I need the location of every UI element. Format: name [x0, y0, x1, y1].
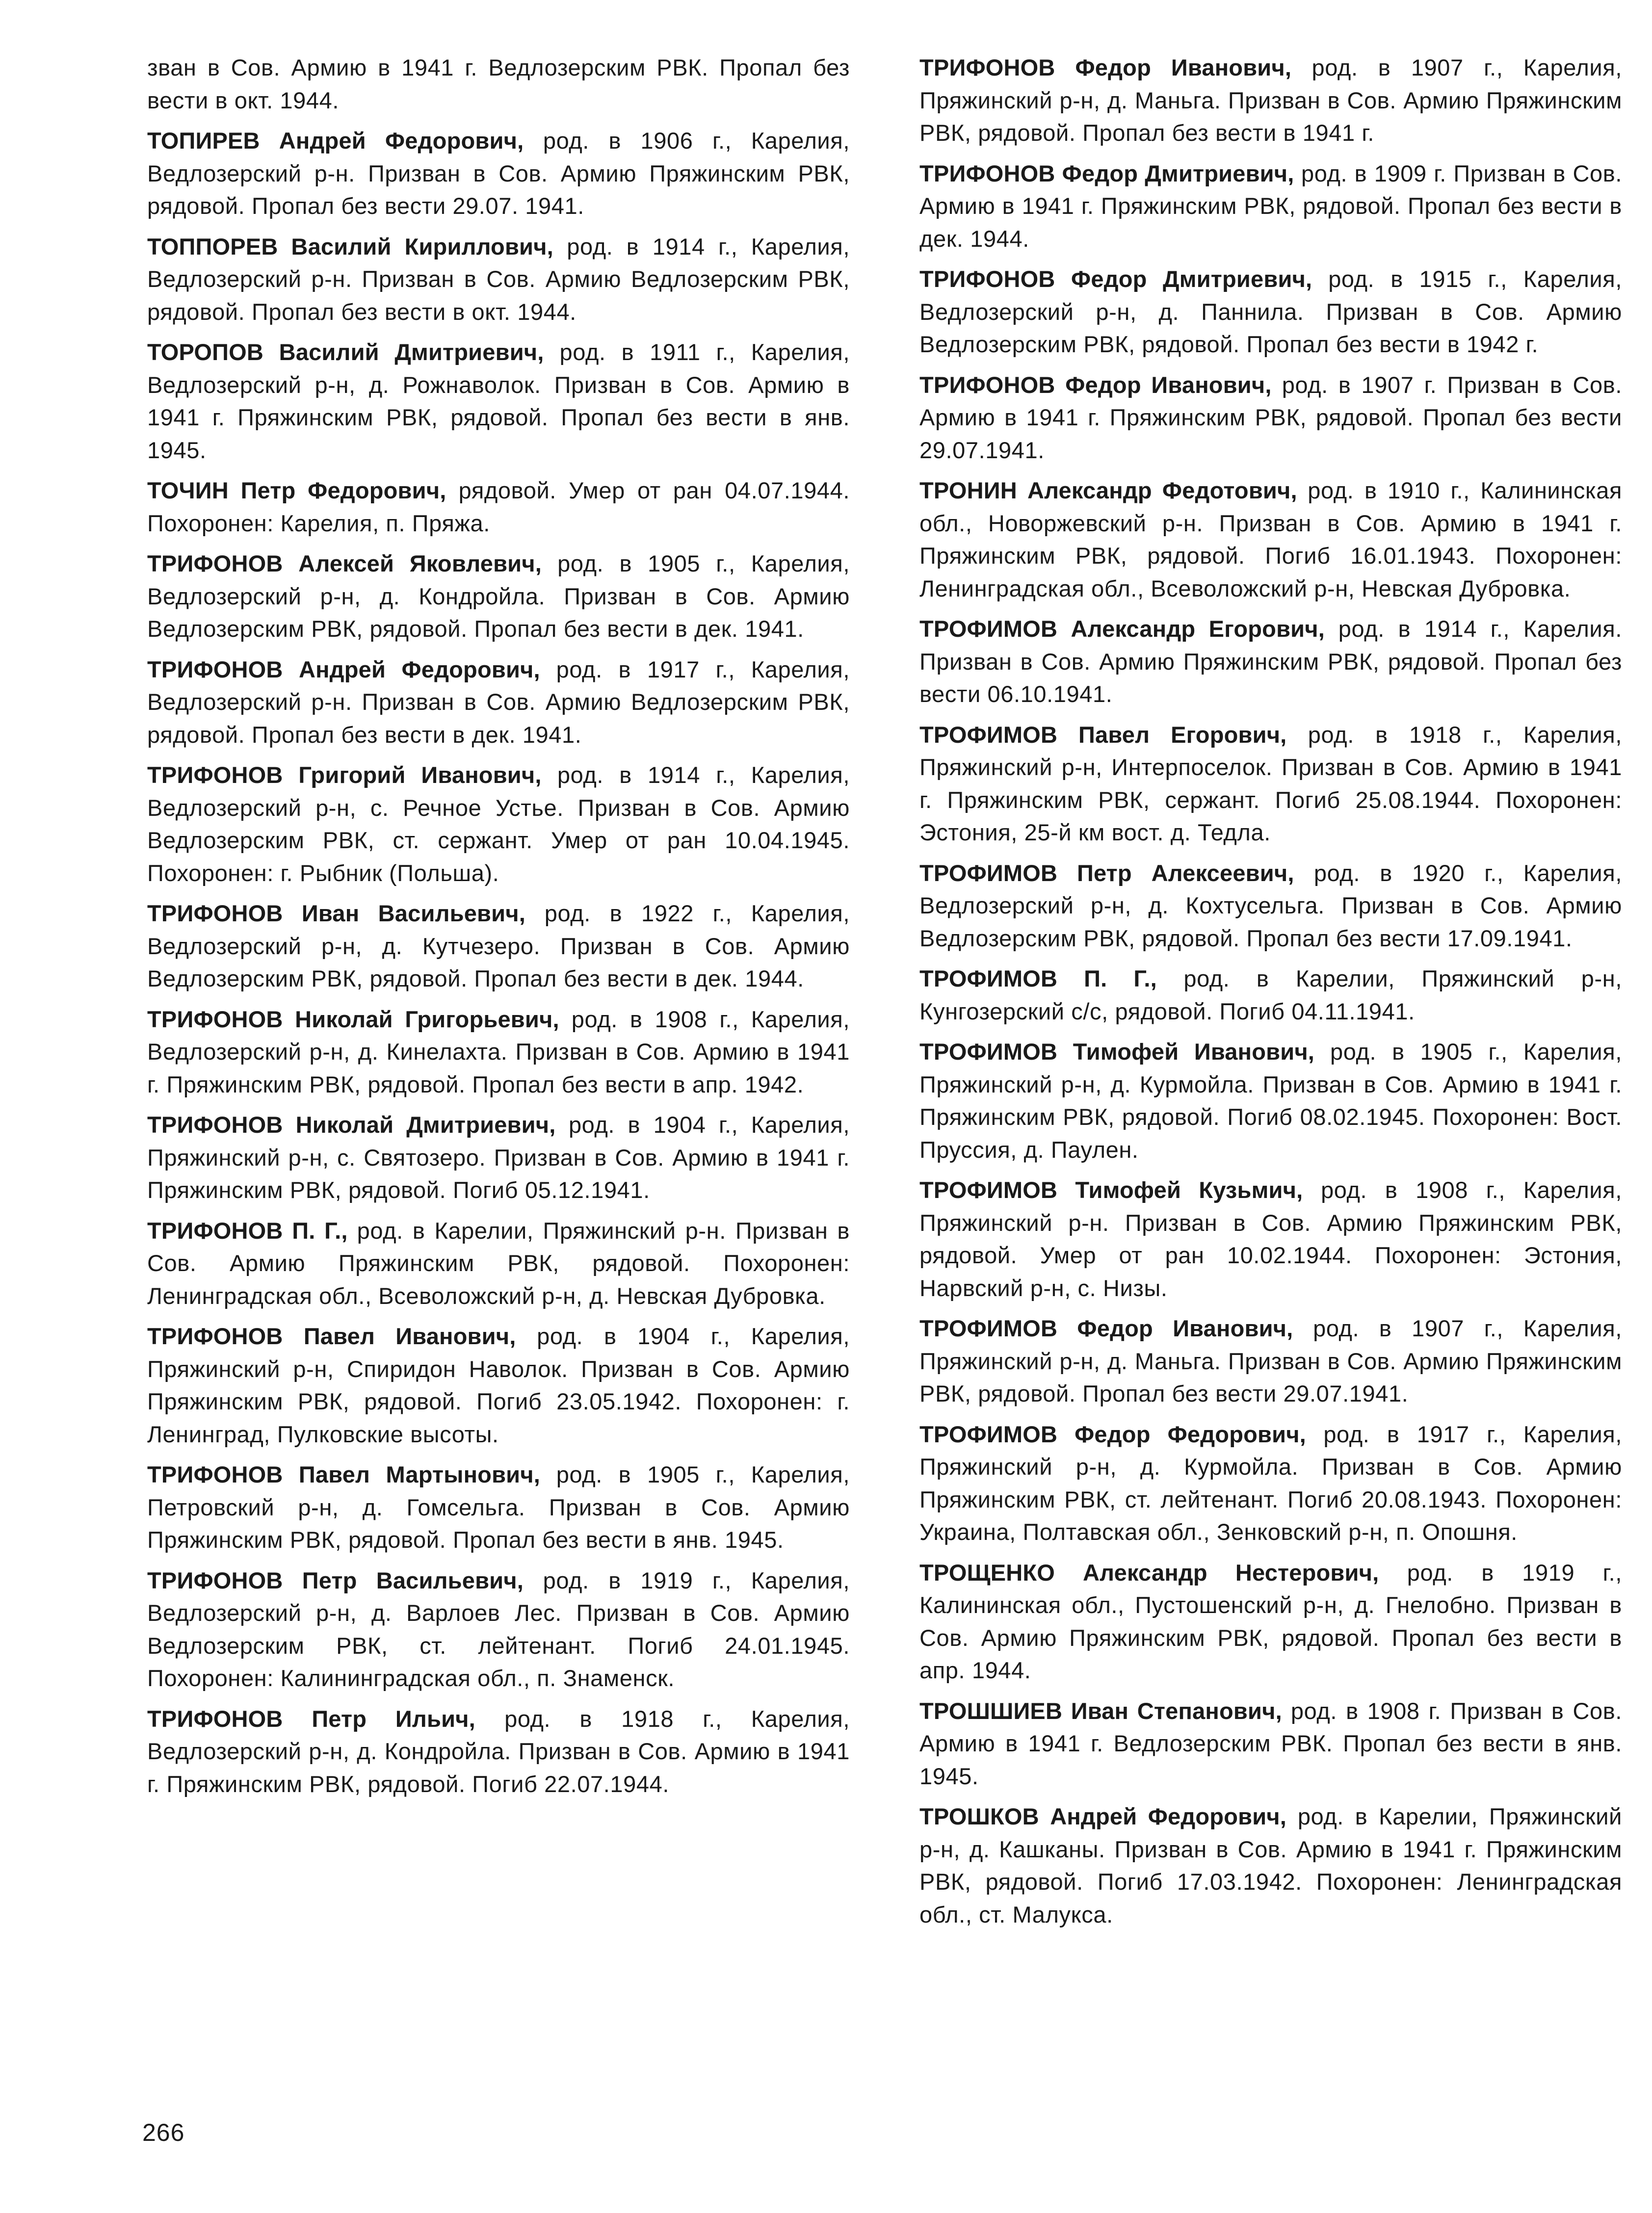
entry-details: род. в 1907 г., Карелия, Пряжинский р-н, д. Маньга. Призван в Сов. Армию Пряжинским РВК, рядовой. Пропал без вести 29.07.1941.: [919, 1315, 1622, 1406]
person-name: ТРИФОНОВ Григорий Иванович,: [147, 762, 542, 788]
biography-entry: [919, 1174, 1622, 1304]
entry-details: род. в 1908 г. Призван в Сов. Армию в 1941 г. Ведлозерским РВК. Пропал без вести в янв. 1945.: [919, 1697, 1622, 1789]
entry-details: род. в 1904 г., Карелия, Пряжинский р-н, с. Святозеро. Призван в Сов. Армию в 1941 г. Пряжинским РВК, рядовой. Погиб 05.12.1941.: [147, 1112, 850, 1203]
biography-entry: [147, 1320, 850, 1451]
biography-entry: [919, 1036, 1622, 1166]
left-column: [147, 52, 850, 1808]
person-name: ТРОШШИЕВ Иван Степанович,: [919, 1697, 1282, 1724]
biography-entry: [919, 474, 1622, 605]
person-name: ТОППОРЕВ Василий Кириллович,: [147, 233, 553, 260]
entry-details: род. в 1905 г., Карелия, Пряжинский р-н, д. Курмойла. Призван в Сов. Армию в 1941 г. Пряжинским РВК, рядовой. Погиб 08.02.1945. Похоронен: Вост. Пруссия, д. Паулен.: [919, 1039, 1622, 1163]
biography-entry: [147, 653, 850, 752]
person-name: ТРИФОНОВ Павел Мартынович,: [147, 1461, 540, 1487]
entry-details: род. в 1905 г., Карелия, Петровский р-н, д. Гомсельга. Призван в Сов. Армию Пряжинским РВК, рядовой. Пропал без вести в янв. 1945.: [147, 1461, 850, 1553]
biography-entry: [147, 474, 850, 540]
biography-entry: [147, 52, 850, 117]
biography-entry: [147, 759, 850, 889]
entry-details: род. в 1907 г. Призван в Сов. Армию в 1941 г. Пряжинским РВК, рядовой. Пропал без вести 29.07.1941.: [919, 371, 1622, 463]
person-name: ТОПИРЕВ Андрей Федорович,: [147, 128, 524, 154]
person-name: ТРОФИМОВ Тимофей Иванович,: [919, 1039, 1315, 1065]
entry-details: род. в 1904 г., Карелия, Пряжинский р-н, Спиридон Наволок. Призван в Сов. Армию Пряжинским РВК, рядовой. Погиб 23.05.1942. Похоронен: г. Ленинград, Пулковские высоты.: [147, 1323, 850, 1447]
biography-entry: [919, 1800, 1622, 1931]
person-name: ТРОФИМОВ Федор Иванович,: [919, 1315, 1293, 1341]
entry-details: род. в Карелии, Пряжинский р-н, д. Кашканы. Призван в Сов. Армию в 1941 г. Пряжинским РВК, рядовой. Погиб 17.03.1942. Похоронен: Ленинградская обл., ст. Малукса.: [919, 1803, 1622, 1927]
biography-entry: [147, 1109, 850, 1207]
biography-entry: [919, 719, 1622, 849]
right-column: [919, 52, 1622, 1939]
biography-entry: [919, 263, 1622, 361]
biography-entry: [147, 547, 850, 646]
person-name: ТРОФИМОВ П. Г.,: [919, 965, 1157, 991]
biography-entry: [919, 963, 1622, 1028]
biography-entry: [147, 1458, 850, 1557]
entry-details: род. в Карелии, Пряжинский р-н. Призван в Сов. Армию Пряжинским РВК, рядовой. Похоронен: Ленинградская обл., Всеволожский р-н, д. Невская Дубровка.: [147, 1217, 850, 1309]
entry-details: род. в 1906 г., Карелия, Ведлозерский р-н. Призван в Сов. Армию Пряжинским РВК, рядовой. Пропал без вести 29.07. 1941.: [147, 128, 850, 219]
person-name: ТРИФОНОВ Николай Григорьевич,: [147, 1006, 559, 1032]
entry-details: род. в 1920 г., Карелия, Ведлозерский р-н, д. Кохтусельга. Призван в Сов. Армию Ведлозерским РВК, рядовой. Пропал без вести 17.09.1941.: [919, 859, 1622, 951]
person-name: ТРИФОНОВ Федор Дмитриевич,: [919, 160, 1294, 186]
entry-details: род. в 1917 г., Карелия, Пряжинский р-н, д. Курмойла. Призван в Сов. Армию Пряжинским РВК, ст. лейтенант. Погиб 20.08.1943. Похоронен: Украина, Полтавская обл., Зенковский р-н, п. Опошня.: [919, 1421, 1623, 1545]
biography-entry: [147, 125, 850, 223]
person-name: ТРОШКОВ Андрей Федорович,: [919, 1803, 1287, 1829]
entry-details: рядовой. Умер от ран 04.07.1944. Похоронен: Карелия, п. Пряжа.: [147, 477, 850, 536]
entry-details: род. в 1905 г., Карелия, Ведлозерский р-н, д. Кондройла. Призван в Сов. Армию Ведлозерским РВК, рядовой. Пропал без вести в дек. 1941.: [147, 550, 850, 642]
person-name: ТРИФОНОВ Павел Иванович,: [147, 1323, 516, 1349]
biography-entry: [147, 1215, 850, 1313]
entry-details: род. в 1918 г., Карелия, Ведлозерский р-н, д. Кондройла. Призван в Сов. Армию в 1941 г. Пряжинским РВК, рядовой. Погиб 22.07.1944.: [147, 1705, 850, 1797]
entry-details: род. в Карелии, Пряжинский р-н, Кунгозерский с/с, рядовой. Погиб 04.11.1941.: [919, 965, 1623, 1024]
entry-details: род. в 1910 г., Калининская обл., Новоржевский р-н. Призван в Сов. Армию в 1941 г. Пряжинским РВК, рядовой. Погиб 16.01.1943. Похоронен: Ленинградская обл., Всеволожский р-н, Невская Дубровка.: [919, 477, 1622, 601]
person-name: ТРОФИМОВ Петр Алексеевич,: [919, 859, 1294, 886]
entry-details: род. в 1915 г., Карелия, Ведлозерский р-н, д. Паннила. Призван в Сов. Армию Ведлозерским РВК, рядовой. Пропал без вести в 1942 г.: [919, 266, 1622, 357]
entry-details: род. в 1917 г., Карелия, Ведлозерский р-н. Призван в Сов. Армию Ведлозерским РВК, рядовой. Пропал без вести в дек. 1941.: [147, 656, 850, 748]
person-name: ТРИФОНОВ Федор Иванович,: [919, 54, 1292, 80]
biography-entry: [147, 1003, 850, 1101]
biography-entry: [919, 857, 1622, 955]
entry-details: род. в 1911 г., Карелия, Ведлозерский р-н, д. Рожнаволок. Призван в Сов. Армию в 1941 г. Пряжинским РВК, рядовой. Пропал без вести в янв. 1945.: [147, 339, 850, 463]
person-name: ТРИФОНОВ Петр Васильевич,: [147, 1567, 524, 1593]
biography-entry: [919, 1557, 1622, 1687]
person-name: ТОРОПОВ Василий Дмитриевич,: [147, 339, 544, 365]
entry-details: род. в 1909 г. Призван в Сов. Армию в 1941 г. Пряжинским РВК, рядовой. Пропал без вести в дек. 1944.: [919, 160, 1622, 252]
person-name: ТРИФОНОВ Иван Васильевич,: [147, 900, 525, 926]
biography-entry: [919, 1418, 1622, 1549]
person-name: ТОЧИН Петр Федорович,: [147, 477, 446, 503]
person-name: ТРИФОНОВ Андрей Федорович,: [147, 656, 540, 682]
person-name: ТРИФОНОВ Федор Иванович,: [919, 371, 1272, 398]
person-name: ТРОНИН Александр Федотович,: [919, 477, 1297, 503]
biography-entry: [147, 1564, 850, 1695]
entry-details: зван в Сов. Армию в 1941 г. Ведлозерским РВК. Пропал без вести в окт. 1944.: [147, 54, 850, 113]
person-name: ТРИФОНОВ Алексей Яковлевич,: [147, 550, 542, 576]
biography-entry: [919, 157, 1622, 256]
entry-details: род. в 1919 г., Карелия, Ведлозерский р-н, д. Варлоев Лес. Призван в Сов. Армию Ведлозерским РВК, ст. лейтенант. Погиб 24.01.1945. Похоронен: Калининградская обл., п. Знаменск.: [147, 1567, 850, 1691]
entry-details: род. в 1914 г., Карелия, Ведлозерский р-н. Призван в Сов. Армию Ведлозерским РВК, рядовой. Пропал без вести в окт. 1944.: [147, 233, 850, 325]
entry-details: род. в 1922 г., Карелия, Ведлозерский р-н, д. Кутчезеро. Призван в Сов. Армию Ведлозерским РВК, рядовой. Пропал без вести в дек. 1944.: [147, 900, 850, 991]
person-name: ТРИФОНОВ Петр Ильич,: [147, 1705, 475, 1732]
entry-details: род. в 1908 г., Карелия, Ведлозерский р-н, д. Кинелахта. Призван в Сов. Армию в 1941 г. Пряжинским РВК, рядовой. Пропал без вести в апр. 1942.: [147, 1006, 850, 1097]
biography-entry: [919, 369, 1622, 467]
biography-entry: [919, 1312, 1622, 1410]
entry-details: род. в 1907 г., Карелия, Пряжинский р-н, д. Маньга. Призван в Сов. Армию Пряжинским РВК, рядовой. Пропал без вести в 1941 г.: [919, 54, 1622, 146]
person-name: ТРОФИМОВ Павел Егорович,: [919, 721, 1287, 748]
biography-entry: [147, 336, 850, 467]
page-number: 266: [142, 2119, 185, 2146]
entry-details: род. в 1919 г., Калининская обл., Пустошенский р-н, д. Гнелобно. Призван в Сов. Армию Пряжинским РВК, рядовой. Пропал без вести в апр. 1944.: [919, 1559, 1623, 1683]
person-name: ТРИФОНОВ Николай Дмитриевич,: [147, 1112, 556, 1138]
biography-entry: [919, 52, 1622, 150]
entry-details: род. в 1914 г., Карелия. Призван в Сов. Армию Пряжинским РВК, рядовой. Пропал без вести 06.10.1941.: [919, 616, 1622, 707]
person-name: ТРИФОНОВ П. Г.,: [147, 1217, 348, 1244]
entry-details: род. в 1908 г., Карелия, Пряжинский р-н. Призван в Сов. Армию Пряжинским РВК, рядовой. Умер от ран 10.02.1944. Похоронен: Эстония, Нарвский р-н, с. Низы.: [919, 1177, 1622, 1301]
biography-entry: [147, 897, 850, 995]
person-name: ТРОФИМОВ Тимофей Кузьмич,: [919, 1177, 1303, 1203]
biography-entry: [919, 613, 1622, 711]
person-name: ТРОФИМОВ Федор Федорович,: [919, 1421, 1306, 1447]
person-name: ТРОЩЕНКО Александр Нестерович,: [919, 1559, 1379, 1586]
entry-details: род. в 1918 г., Карелия, Пряжинский р-н, Интерпоселок. Призван в Сов. Армию в 1941 г. Пряжинским РВК, сержант. Погиб 25.08.1944. Похоронен: Эстония, 25-й км вост. д. Тедла.: [919, 721, 1622, 845]
person-name: ТРИФОНОВ Федор Дмитриевич,: [919, 266, 1312, 292]
entry-details: род. в 1914 г., Карелия, Ведлозерский р-н, с. Речное Устье. Призван в Сов. Армию Ведлозерским РВК, ст. сержант. Умер от ран 10.04.1945. Похоронен: г. Рыбник (Польша).: [147, 762, 850, 886]
biography-entry: [147, 1703, 850, 1801]
biography-entry: [919, 1695, 1622, 1793]
person-name: ТРОФИМОВ Александр Егорович,: [919, 616, 1325, 642]
biography-entry: [147, 231, 850, 329]
